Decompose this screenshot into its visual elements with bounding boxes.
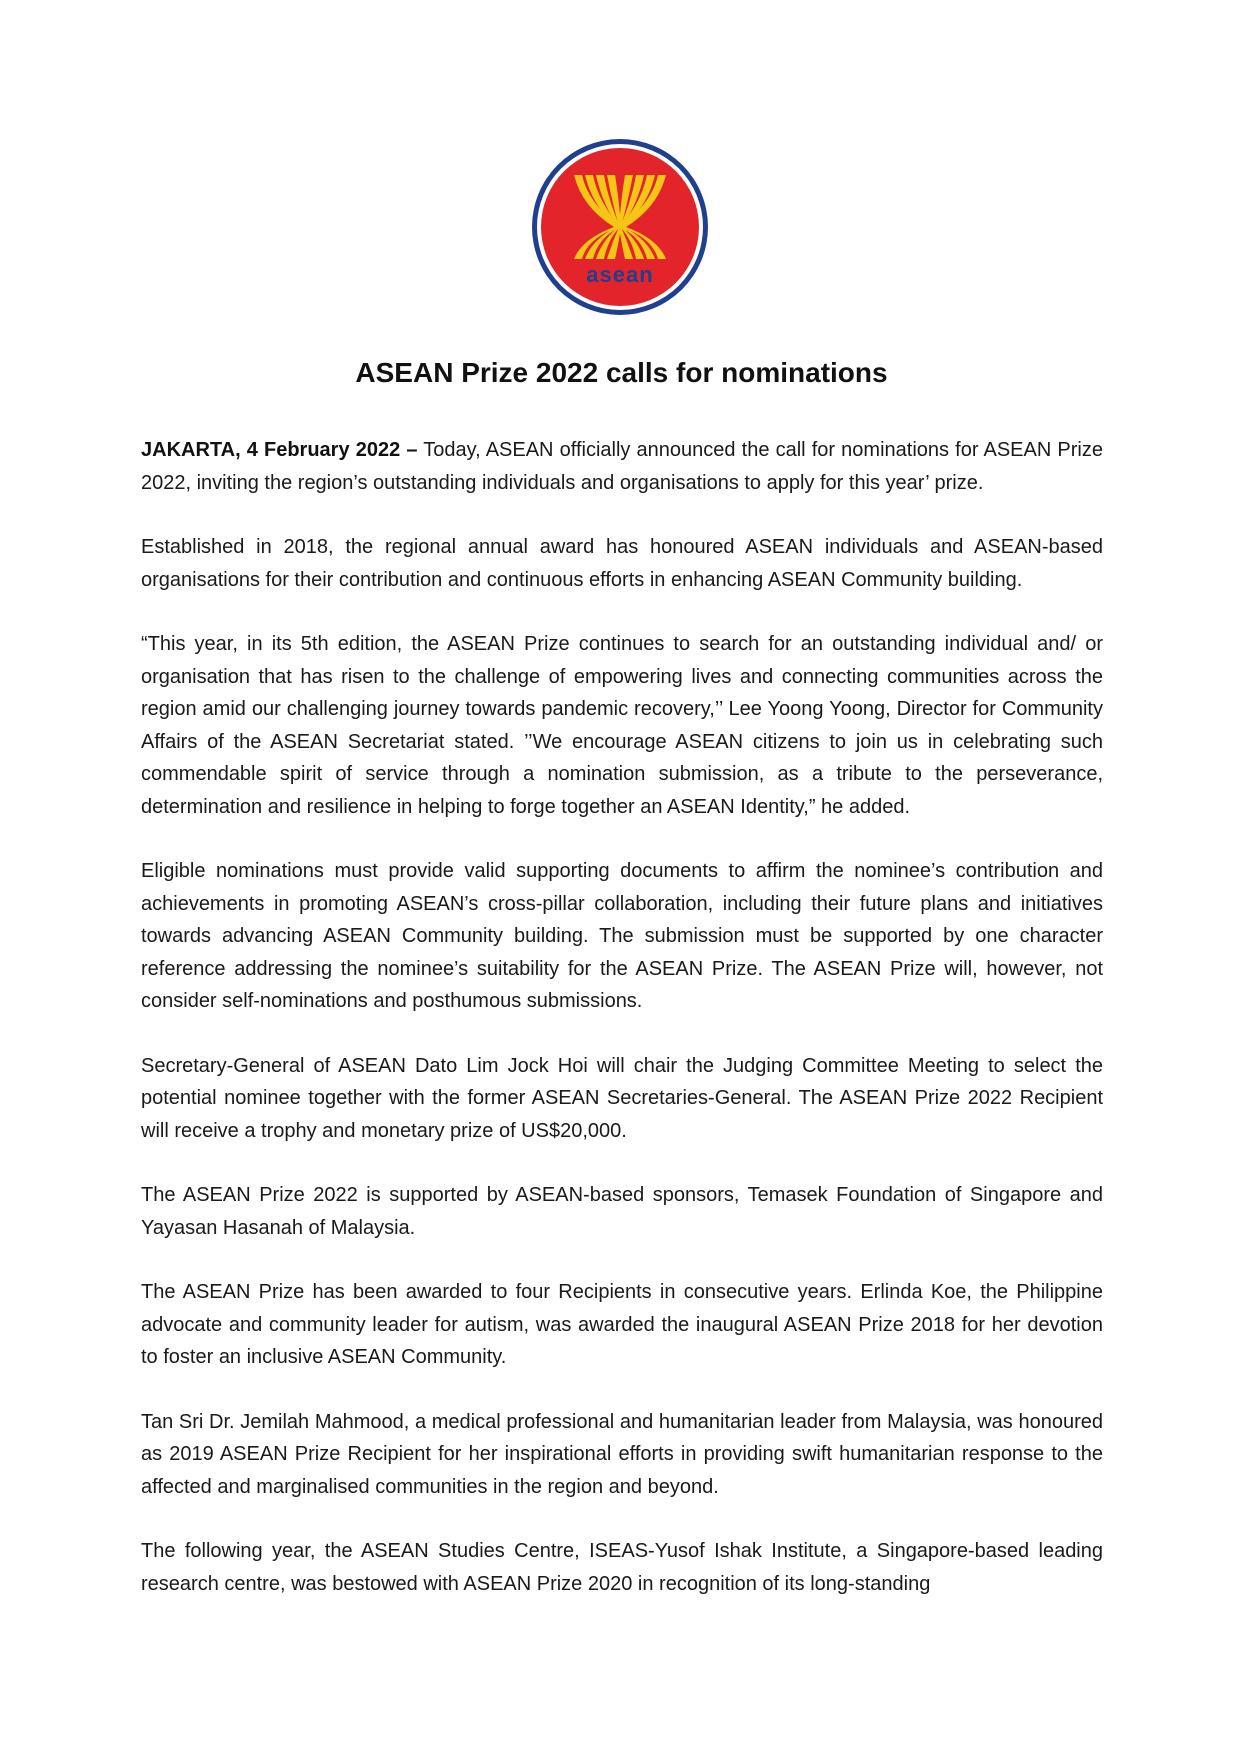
paragraph-1-text: Today, ASEAN officially announced the call for nominations for ASEAN Prize 2022, inviting the region’s outstanding individuals and organisations to apply for this year’ prize. (141, 439, 1103, 494)
paragraph-1 (141, 434, 1103, 499)
dateline: JAKARTA, 4 February 2022 – (141, 439, 418, 461)
asean-logo (530, 137, 710, 317)
asean-emblem-icon (530, 137, 710, 317)
paragraph-2: Established in 2018, the regional annual award has honoured ASEAN individuals and ASEAN-based organisations for their contribution and continuous efforts in enhancing ASEAN Community building. (141, 536, 1103, 591)
page-title: ASEAN Prize 2022 calls for nominations (355, 357, 888, 388)
paragraph-9: The following year, the ASEAN Studies Centre, ISEAS-Yusof Ishak Institute, a Singapore-based leading research centre, was bestowed with ASEAN Prize 2020 in recognition of its long-standing (141, 1540, 1103, 1595)
asean-wordmark: asean (586, 262, 654, 287)
paragraph-6: The ASEAN Prize 2022 is supported by ASEAN-based sponsors, Temasek Foundation of Singapore and Yayasan Hasanah of Malaysia. (141, 1184, 1103, 1239)
article-body (141, 434, 1103, 1632)
paragraph-7: The ASEAN Prize has been awarded to four Recipients in consecutive years. Erlinda Koe, the Philippine advocate and community leader for autism, was awarded the inaugural ASEAN Prize 2018 for her devotion to foster an inclusive ASEAN Community. (141, 1281, 1103, 1368)
paragraph-5: Secretary-General of ASEAN Dato Lim Jock Hoi will chair the Judging Committee Meeting to select the potential nominee together with the former ASEAN Secretaries-General. The ASEAN Prize 2022 Recipient will receive a trophy and monetary prize of US$20,000. (141, 1054, 1103, 1142)
paragraph-3: “This year, in its 5th edition, the ASEAN Prize continues to search for an outstanding individual and/ or organisation that has risen to the challenge of empowering lives and connecting communities across the region amid our challenging journey towards pandemic recovery,’’ Lee Yoong Yoong, Director for Community Affairs of the ASEAN Secretariat stated. ’’We encourage ASEAN citizens to join us in celebrating such commendable spirit of service through a nomination submission, as a tribute to the perseverance, determination and resilience in helping to forge together an ASEAN Identity,” he added. (141, 633, 1103, 818)
paragraph-4: Eligible nominations must provide valid supporting documents to affirm the nominee’s contribution and achievements in promoting ASEAN’s cross-pillar collaboration, including their future plans and initiatives towards advancing ASEAN Community building. The submission must be supported by one character reference addressing the nominee’s suitability for the ASEAN Prize. The ASEAN Prize will, however, not consider self-nominations and posthumous submissions. (141, 860, 1103, 1012)
paragraph-8: Tan Sri Dr. Jemilah Mahmood, a medical professional and humanitarian leader from Malaysia, was honoured as 2019 ASEAN Prize Recipient for her inspirational efforts in providing swift humanitarian response to the affected and marginalised communities in the region and beyond. (141, 1410, 1103, 1498)
